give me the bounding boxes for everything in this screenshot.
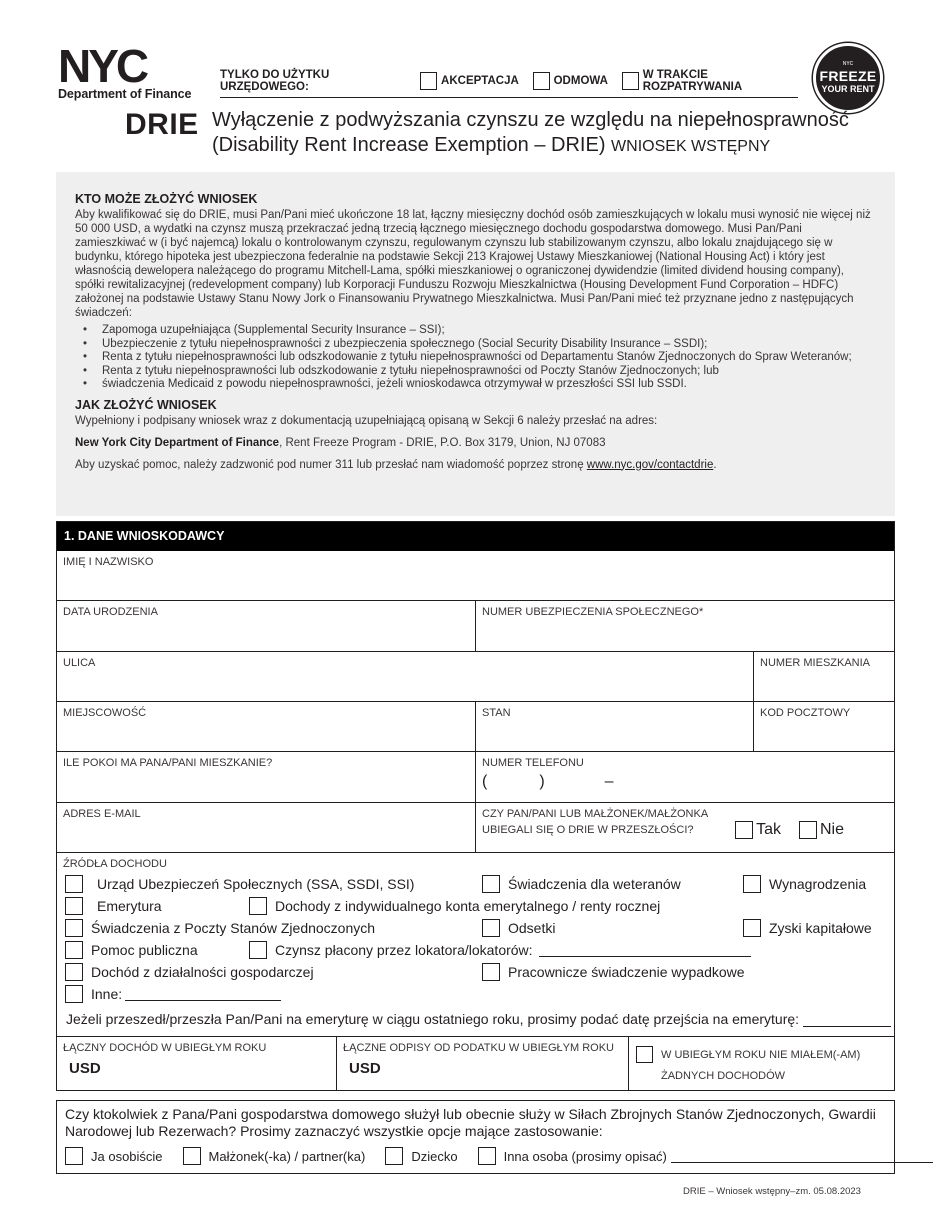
nyc-logo-icon (58, 46, 170, 86)
applicant-section (56, 521, 895, 1091)
help-text-body: Aby uzyskać pomoc, należy zadzwonić pod numer 311 lub przesłać nam wiadomość poprzez stronę (75, 458, 587, 471)
zip-label: KOD POCZTOWY (760, 707, 851, 719)
income-interest-checkbox[interactable] (482, 919, 500, 937)
title-suffix: WNIOSEK WSTĘPNY (611, 138, 771, 155)
military-other-checkbox[interactable] (478, 1147, 496, 1165)
logo-text: NYC (58, 46, 147, 86)
phone-open: ( (482, 773, 488, 790)
dob-label: DATA URODZENIA (63, 606, 158, 618)
title-line1: Wyłączenie z podwyższania czynszu ze względu na niepełnosprawność (212, 109, 849, 131)
office-use-row (220, 64, 798, 98)
income-business-checkbox[interactable] (65, 963, 83, 981)
military-self-checkbox[interactable] (65, 1147, 83, 1165)
prior-no-checkbox[interactable] (799, 821, 817, 839)
benefit-item: • Renta z tytułu niepełnosprawności lub odszkodowanie z tytułu niepełnosprawności od Poczty Stanów Zjednoczonych; lub (83, 365, 875, 379)
income-ira (249, 897, 660, 915)
street-field[interactable] (57, 652, 753, 701)
military-other (478, 1147, 933, 1165)
income-public (65, 941, 198, 959)
phone-format (482, 773, 888, 791)
badge-top-text: NYC (842, 61, 854, 67)
badge-line1: FREEZE (819, 68, 877, 84)
name-label: IMIĘ I NAZWISKO (63, 556, 154, 568)
income-interest-label: Odsetki (508, 920, 556, 936)
income-postal (65, 919, 375, 937)
deductions-field[interactable] (336, 1037, 628, 1091)
prior-yes-no (735, 821, 844, 839)
other-income-line[interactable] (125, 987, 281, 1001)
military-section (56, 1100, 895, 1174)
badge-line2: YOUR RENT (821, 84, 875, 94)
retirement-date-line[interactable] (803, 1013, 891, 1027)
income-pension-checkbox[interactable] (65, 897, 83, 915)
military-other-line[interactable] (671, 1149, 933, 1163)
income-ira-label: Dochody z indywidualnego konta emerytalnego / renty rocznej (275, 898, 661, 914)
income-pension-label: Emerytura (97, 898, 162, 914)
how-heading: JAK ZŁOŻYĆ WNIOSEK (75, 397, 217, 412)
income-other-label: Inne: (91, 986, 123, 1002)
income-veterans-checkbox[interactable] (482, 875, 500, 893)
accept-checkbox[interactable] (420, 72, 437, 90)
income-veterans (482, 875, 681, 893)
income-label: ŹRÓDŁA DOCHODU (63, 858, 167, 870)
deny-checkbox[interactable] (533, 72, 550, 90)
income-lodger-label: Czynsz płacony przez lokatora/lokatorów: (275, 942, 533, 958)
phone-dash: – (604, 773, 614, 790)
form-code: DRIE (125, 108, 199, 141)
income-interest (482, 919, 555, 937)
how-text: Wypełniony i podpisany wniosek wraz z dokumentacją uzupełniającą opisaną w Sekcji 6 należy przesłać na adres: (75, 414, 658, 427)
military-spouse-label: Małżonek(-ka) / partner(ka) (208, 1148, 366, 1164)
page-title (212, 108, 852, 159)
prior-yes-checkbox[interactable] (735, 821, 753, 839)
pending-label: W TRAKCIE ROZPATRYWANIA (642, 68, 743, 93)
address-rest: , Rent Freeze Program - DRIE, P.O. Box 3179, Union, NJ 07083 (279, 436, 606, 449)
income-capital-label: Zyski kapitałowe (769, 920, 872, 936)
income-sources (57, 853, 894, 1037)
military-self-label: Ja osobiście (91, 1148, 163, 1164)
phone-field[interactable] (475, 752, 894, 802)
military-self (65, 1147, 163, 1165)
income-workers (482, 963, 745, 981)
deductions-label: ŁĄCZNE ODPISY OD PODATKU W UBIEGŁYM ROKU (343, 1042, 614, 1054)
zip-field[interactable] (753, 702, 894, 751)
military-other-label: Inna osoba (prosimy opisać) (503, 1148, 667, 1164)
military-spouse-checkbox[interactable] (183, 1147, 201, 1165)
income-pension (65, 897, 162, 915)
title-line2: (Disability Rent Increase Exemption – DRIE) (212, 134, 606, 156)
rooms-field[interactable] (57, 752, 475, 802)
military-child-checkbox[interactable] (385, 1147, 403, 1165)
no-income-text (661, 1045, 860, 1087)
total-income-field[interactable] (57, 1037, 336, 1091)
income-veterans-label: Świadczenia dla weteranów (508, 876, 681, 892)
section-heading: 1. DANE WNIOSKODAWCY (57, 522, 894, 551)
military-spouse (183, 1147, 366, 1165)
income-ssa (65, 875, 414, 893)
accept-label: AKCEPTACJA (441, 74, 519, 87)
prior-label-1: CZY PAN/PANI LUB MAŁŻONEK/MAŁŻONKA (482, 808, 709, 820)
who-text: Aby kwalifikować się do DRIE, musi Pan/Pani mieć ukończone 18 lat, łączny miesięczny dochód osób zamieszkujących w lokalu musi wynosić nie więcej niż 50 000 USD, a wydatki na czynsz muszą przekraczać jedną trzecią łącznego miesięcznego dochodu gospodarstwa domowego. Musi Pan/Pani zamieszkiwać w (i być najemcą) lokalu o kontrolowanym czynszu, regulowanym czynszu lub stabilizowanym czynszu, albo lokalu znajdującego się w budynku, którego hipoteka jest ubezpieczona federalnie na podstawie Sekcji 213 Krajowej Ustawy Mieszkaniowej (National Housing Act) i który jest własnością dewelopera należącego do programu Mitchell-Lama, spółki mieszkaniowej o ograniczonej dywidendzie (limited dividend housing company), spółki rewitalizacyjnej (redevelopment company) lub Korporacji Funduszu Rozwoju Mieszkalnictwa (Housing Development Fund Corporation – HDFC) założonej na podstawie Ustawy Stanu Nowy Jork o Finansowaniu Prywatnego Mieszkalnictwa. Musi Pan/Pani mieć też przyznane jedno z następujących świadczeń: (75, 209, 871, 319)
income-wages (743, 875, 866, 893)
freeze-your-rent-badge (813, 43, 883, 113)
prior-no-label: Nie (819, 821, 844, 838)
ssn-field[interactable] (475, 601, 894, 651)
city-field[interactable] (57, 702, 475, 751)
income-other-checkbox[interactable] (65, 985, 83, 1003)
income-ssa-label: Urząd Ubezpieczeń Społecznych (SSA, SSDI, SSI) (97, 876, 415, 892)
address-org: New York City Department of Finance (75, 436, 280, 449)
income-public-checkbox[interactable] (65, 941, 83, 959)
income-public-label: Pomoc publiczna (91, 942, 198, 958)
help-text (75, 458, 875, 472)
income-lodger (249, 941, 751, 959)
total-income-label: ŁĄCZNY DOCHÓD W UBIEGŁYM ROKU (63, 1042, 267, 1054)
ssn-label: NUMER UBEZPIECZENIA SPOŁECZNEGO* (482, 606, 704, 618)
contact-link[interactable]: www.nyc.gov/contactdrie (586, 458, 714, 471)
city-label: MIEJSCOWOŚĆ (63, 707, 147, 719)
apt-field[interactable] (753, 652, 894, 701)
income-business-label: Dochód z działalności gospodarczej (91, 964, 314, 980)
rooms-row (57, 752, 894, 803)
benefit-item: • świadczenia Medicaid z powodu niepełnosprawności, jeżeli wnioskodawca otrzymywał w przeszłości SSI lub SSDI. (83, 378, 875, 392)
department-name: Department of Finance (58, 87, 192, 101)
state-label: STAN (482, 707, 511, 719)
prior-label-2: UBIEGALI SIĘ O DRIE W PRZESZŁOŚCI? (482, 824, 694, 836)
email-field[interactable] (57, 803, 475, 852)
nyc-dof-logo (58, 46, 200, 101)
name-field[interactable] (57, 551, 894, 600)
phone-close: ) (539, 773, 545, 790)
military-child (385, 1147, 457, 1165)
prior-yes-label: Tak (756, 821, 781, 838)
prior-drie-field (475, 803, 894, 852)
phone-label: NUMER TELEFONU (482, 757, 584, 769)
pending-checkbox[interactable] (622, 72, 639, 90)
retirement-date (66, 1011, 891, 1027)
income-capital (743, 919, 872, 937)
deny-label: ODMOWA (553, 74, 608, 87)
benefit-item: • Zapomoga uzupełniająca (Supplemental Security Insurance – SSI); (83, 324, 875, 338)
no-income-label-1: W UBIEGŁYM ROKU NIE MIAŁEM(-AM) (661, 1049, 861, 1061)
dob-field[interactable] (57, 601, 475, 651)
retire-text: Jeżeli przeszedł/przeszła Pan/Pani na emeryturę w ciągu ostatniego roku, prosimy podać datę przejścia na emeryturę: (66, 1011, 800, 1027)
benefit-item: • Renta z tytułu niepełnosprawności lub odszkodowanie z tytułu niepełnosprawności od Departamentu Stanów Zjednoczonych do Spraw Weteranów; (83, 351, 875, 365)
income-postal-checkbox[interactable] (65, 919, 83, 937)
military-options (65, 1147, 886, 1165)
help-text-end: . (713, 458, 717, 471)
office-use-label: TYLKO DO UŻYTKU URZĘDOWEGO: (220, 68, 330, 93)
no-income-field (628, 1037, 894, 1091)
email-row (57, 803, 894, 853)
mailing-address (75, 436, 875, 450)
apt-label: NUMER MIESZKANIA (760, 657, 871, 669)
income-wages-label: Wynagrodzenia (769, 876, 867, 892)
income-capital-checkbox[interactable] (743, 919, 761, 937)
benefit-item: • Ubezpieczenie z tytułu niepełnosprawności z ubezpieczenia społecznego (Social Security Disability Insurance – SSDI); (83, 338, 875, 352)
no-income-checkbox[interactable] (636, 1046, 653, 1063)
income-business (65, 963, 314, 981)
email-label: ADRES E-MAIL (63, 808, 141, 820)
state-field[interactable] (475, 702, 753, 751)
total-income-currency: USD (69, 1060, 101, 1077)
street-row (57, 652, 894, 702)
income-other (65, 985, 281, 1003)
who-heading: KTO MOŻE ZŁOŻYĆ WNIOSEK (75, 192, 258, 206)
street-label: ULICA (63, 657, 96, 669)
income-ssa-checkbox[interactable] (65, 875, 83, 893)
lodger-amount-line[interactable] (539, 943, 751, 957)
income-workers-label: Pracownicze świadczenie wypadkowe (508, 964, 745, 980)
military-child-label: Dziecko (411, 1148, 458, 1164)
military-question: Czy ktokolwiek z Pana/Pani gospodarstwa domowego służył lub obecnie służy w Siłach Zbrojnych Stanów Zjednoczonych, Gwardii Narodowej lub Rezerwach? Prosimy zaznaczyć wszystkie opcje mające zastosowanie: (65, 1106, 876, 1139)
income-lodger-checkbox[interactable] (249, 941, 267, 959)
form-revision: DRIE – Wniosek wstępny–zm. 05.08.2023 (683, 1186, 861, 1197)
totals-row (57, 1037, 894, 1091)
income-wages-checkbox[interactable] (743, 875, 761, 893)
income-ira-checkbox[interactable] (249, 897, 267, 915)
deductions-currency: USD (349, 1060, 381, 1077)
name-row (57, 551, 894, 601)
income-postal-label: Świadczenia z Poczty Stanów Zjednoczonych (91, 920, 376, 936)
city-row (57, 702, 894, 752)
income-workers-checkbox[interactable] (482, 963, 500, 981)
rooms-label: ILE POKOI MA PANA/PANI MIESZKANIE? (63, 757, 273, 769)
no-income-label-2: ŻADNYCH DOCHODÓW (661, 1070, 786, 1082)
info-box (56, 172, 895, 516)
dob-row (57, 601, 894, 652)
benefits-list (83, 324, 875, 392)
